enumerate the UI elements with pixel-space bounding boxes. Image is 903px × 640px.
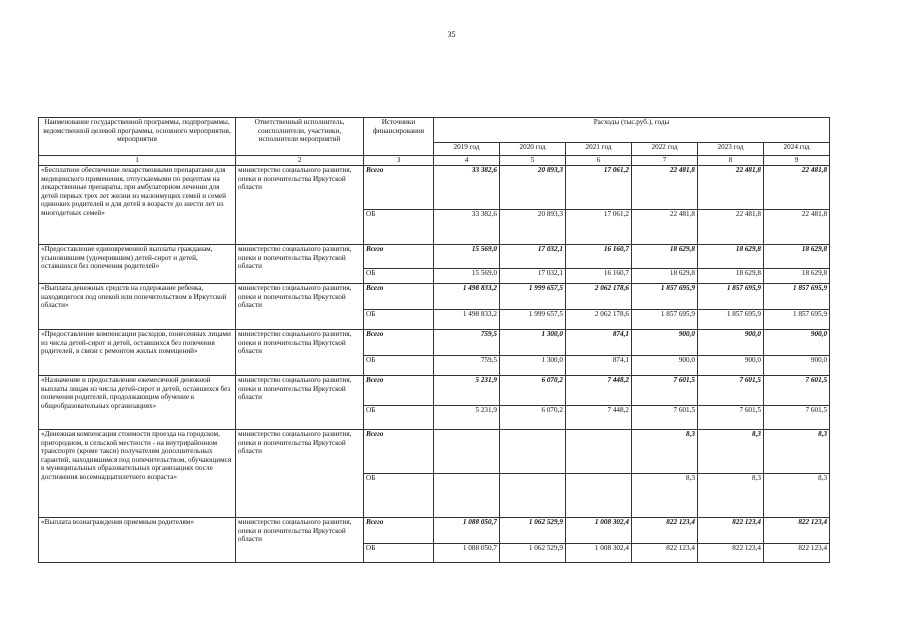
column-number: 6 <box>566 156 632 166</box>
amount-ob-cell: 900,0 <box>698 356 764 376</box>
header-year: 2021 год <box>566 143 632 156</box>
amount-ob-cell: 1 088 050,7 <box>434 544 500 563</box>
amount-total-cell: 1 008 302,4 <box>566 518 632 544</box>
source-total-label: Всего <box>364 284 434 310</box>
amount-total-cell: 5 231,9 <box>434 376 500 406</box>
amount-total-cell: 900,0 <box>764 330 830 356</box>
amount-total-cell <box>566 430 632 474</box>
amount-ob-cell: 7 601,5 <box>698 406 764 430</box>
amount-ob-cell: 1 999 657,5 <box>500 310 566 330</box>
amount-ob-cell: 8,3 <box>698 474 764 518</box>
amount-total-cell: 1 498 833,2 <box>434 284 500 310</box>
program-name-cell: «Назначение и предоставление ежемесячной денежной выплаты лицам из числа детей-сирот и детей, оставшихся без попечения родителей, продолжающим обучение в общеобразовательных организациях» <box>39 376 236 430</box>
amount-total-cell: 874,1 <box>566 330 632 356</box>
amount-total-cell: 1 857 695,9 <box>698 284 764 310</box>
executor-cell: министерство социального развития, опеки и попечительства Иркутской области <box>236 245 364 284</box>
amount-total-cell: 900,0 <box>698 330 764 356</box>
amount-total-cell: 1 062 529,9 <box>500 518 566 544</box>
amount-total-cell: 18 629,8 <box>632 245 698 269</box>
amount-ob-cell: 8,3 <box>764 474 830 518</box>
amount-total-cell <box>434 430 500 474</box>
amount-ob-cell: 7 448,2 <box>566 406 632 430</box>
column-number-row <box>39 156 830 166</box>
amount-ob-cell: 1 062 529,9 <box>500 544 566 563</box>
amount-total-cell: 1 857 695,9 <box>764 284 830 310</box>
amount-total-cell: 17 061,2 <box>566 166 632 210</box>
header-executor: Ответственный исполнитель, соисполнители, участники, исполнители мероприятий <box>236 118 364 156</box>
amount-total-cell: 8,3 <box>632 430 698 474</box>
amount-ob-cell: 822 123,4 <box>764 544 830 563</box>
amount-ob-cell: 900,0 <box>632 356 698 376</box>
amount-ob-cell: 5 231,9 <box>434 406 500 430</box>
table-row <box>39 430 830 474</box>
column-number: 9 <box>764 156 830 166</box>
executor-cell: министерство социального развития, опеки и попечительства Иркутской области <box>236 284 364 330</box>
amount-ob-cell: 18 629,8 <box>764 269 830 284</box>
header-year: 2020 год <box>500 143 566 156</box>
source-total-label: Всего <box>364 245 434 269</box>
column-number: 8 <box>698 156 764 166</box>
header-year: 2023 год <box>698 143 764 156</box>
table-row <box>39 330 830 356</box>
amount-ob-cell: 1 857 695,9 <box>698 310 764 330</box>
table-row <box>39 166 830 210</box>
column-number: 2 <box>236 156 364 166</box>
amount-total-cell: 7 601,5 <box>698 376 764 406</box>
amount-ob-cell: 18 629,8 <box>632 269 698 284</box>
amount-total-cell: 6 070,2 <box>500 376 566 406</box>
column-number: 7 <box>632 156 698 166</box>
amount-ob-cell: 17 061,2 <box>566 210 632 245</box>
amount-ob-cell: 1 008 302,4 <box>566 544 632 563</box>
amount-total-cell: 7 601,5 <box>764 376 830 406</box>
amount-ob-cell: 874,1 <box>566 356 632 376</box>
amount-ob-cell: 15 569,0 <box>434 269 500 284</box>
source-ob-label: ОБ <box>364 310 434 330</box>
table-row <box>39 376 830 406</box>
amount-total-cell: 8,3 <box>764 430 830 474</box>
amount-total-cell: 8,3 <box>698 430 764 474</box>
column-number: 4 <box>434 156 500 166</box>
source-ob-label: ОБ <box>364 356 434 376</box>
amount-ob-cell <box>500 474 566 518</box>
source-total-label: Всего <box>364 518 434 544</box>
amount-ob-cell: 7 601,5 <box>764 406 830 430</box>
amount-total-cell: 900,0 <box>632 330 698 356</box>
amount-total-cell: 20 893,3 <box>500 166 566 210</box>
amount-total-cell: 1 857 695,9 <box>632 284 698 310</box>
amount-total-cell: 15 569,0 <box>434 245 500 269</box>
program-name-cell: «Бесплатное обеспечение лекарственными препаратами для медицинского применения, отпускаемыми по рецептам на лекарственные препараты, при амбулаторном лечении для детей первых трех лет жизни из малоимущих семей и семей одиноких родителей и для детей в возрасте до шести лет из многодетных семей» <box>39 166 236 245</box>
amount-ob-cell: 18 629,8 <box>698 269 764 284</box>
amount-total-cell: 759,5 <box>434 330 500 356</box>
amount-total-cell: 18 629,8 <box>764 245 830 269</box>
amount-ob-cell: 6 070,2 <box>500 406 566 430</box>
amount-ob-cell <box>434 474 500 518</box>
amount-ob-cell: 1 498 833,2 <box>434 310 500 330</box>
executor-cell: министерство социального развития, опеки и попечительства Иркутской области <box>236 518 364 563</box>
page-number: 35 <box>447 30 456 39</box>
header-program-name: Наименование государственной программы, подпрограммы, ведомственной целевой программы, основного мероприятия, мероприятия <box>39 118 236 156</box>
source-total-label: Всего <box>364 430 434 474</box>
amount-ob-cell: 22 481,8 <box>698 210 764 245</box>
amount-ob-cell: 33 382,6 <box>434 210 500 245</box>
source-total-label: Всего <box>364 166 434 210</box>
table-row <box>39 245 830 269</box>
amount-total-cell: 22 481,8 <box>698 166 764 210</box>
amount-ob-cell: 20 893,3 <box>500 210 566 245</box>
program-name-cell: «Предоставление единовременной выплаты гражданам, усыновившим (удочерившим) детей-сирот и детей, оставшихся без попечения родителей» <box>39 245 236 284</box>
amount-ob-cell: 1 857 695,9 <box>632 310 698 330</box>
program-name-cell: «Денежная компенсация стоимости проезда на городском, пригородном, в сельской местности - на внутрирайонном транспорте (кроме такси) получателям дополнительных гарантий, находившимся под попечительством, обучающимся в муниципальных образовательных организациях после достижения восемнадцатилетнего возраста» <box>39 430 236 518</box>
amount-ob-cell <box>566 474 632 518</box>
program-name-cell: «Выплата вознаграждения приемным родителям» <box>39 518 236 563</box>
amount-total-cell: 18 629,8 <box>698 245 764 269</box>
amount-ob-cell: 16 160,7 <box>566 269 632 284</box>
amount-total-cell: 1 999 657,5 <box>500 284 566 310</box>
amount-total-cell <box>500 430 566 474</box>
source-total-label: Всего <box>364 376 434 406</box>
source-ob-label: ОБ <box>364 406 434 430</box>
amount-total-cell: 822 123,4 <box>764 518 830 544</box>
amount-total-cell: 33 382,6 <box>434 166 500 210</box>
amount-total-cell: 22 481,8 <box>764 166 830 210</box>
amount-ob-cell: 759,5 <box>434 356 500 376</box>
amount-ob-cell: 17 032,1 <box>500 269 566 284</box>
source-ob-label: ОБ <box>364 269 434 284</box>
column-number: 3 <box>364 156 434 166</box>
amount-total-cell: 22 481,8 <box>632 166 698 210</box>
source-ob-label: ОБ <box>364 210 434 245</box>
amount-ob-cell: 1 300,0 <box>500 356 566 376</box>
column-number: 1 <box>39 156 236 166</box>
amount-ob-cell: 22 481,8 <box>764 210 830 245</box>
amount-ob-cell: 822 123,4 <box>698 544 764 563</box>
header-year: 2019 год <box>434 143 500 156</box>
executor-cell: министерство социального развития, опеки и попечительства Иркутской области <box>236 166 364 245</box>
source-ob-label: ОБ <box>364 474 434 518</box>
header-year: 2024 год <box>764 143 830 156</box>
amount-ob-cell: 1 857 695,9 <box>764 310 830 330</box>
table-row <box>39 518 830 544</box>
header-expenses: Расходы (тыс.руб.), годы <box>434 118 830 143</box>
amount-total-cell: 7 601,5 <box>632 376 698 406</box>
amount-ob-cell: 900,0 <box>764 356 830 376</box>
amount-ob-cell: 22 481,8 <box>632 210 698 245</box>
amount-ob-cell: 822 123,4 <box>632 544 698 563</box>
executor-cell: министерство социального развития, опеки и попечительства Иркутской области <box>236 376 364 430</box>
amount-ob-cell: 7 601,5 <box>632 406 698 430</box>
header-year: 2022 год <box>632 143 698 156</box>
source-total-label: Всего <box>364 330 434 356</box>
amount-total-cell: 17 032,1 <box>500 245 566 269</box>
column-number: 5 <box>500 156 566 166</box>
budget-table <box>38 117 830 563</box>
amount-total-cell: 822 123,4 <box>632 518 698 544</box>
source-ob-label: ОБ <box>364 544 434 563</box>
amount-total-cell: 16 160,7 <box>566 245 632 269</box>
amount-ob-cell: 8,3 <box>632 474 698 518</box>
program-name-cell: «Предоставление компенсации расходов, понесенных лицами из числа детей-сирот и детей, оставшихся без попечения родителей, в связи с ремонтом жилых помещений» <box>39 330 236 376</box>
amount-total-cell: 2 062 178,6 <box>566 284 632 310</box>
executor-cell: министерство социального развития, опеки и попечительства Иркутской области <box>236 430 364 518</box>
amount-total-cell: 822 123,4 <box>698 518 764 544</box>
amount-total-cell: 1 088 050,7 <box>434 518 500 544</box>
program-name-cell: «Выплата денежных средств на содержание ребенка, находящегося под опекой или попечительством в Иркутской области» <box>39 284 236 330</box>
executor-cell: министерство социального развития, опеки и попечительства Иркутской области <box>236 330 364 376</box>
table-row <box>39 284 830 310</box>
amount-total-cell: 7 448,2 <box>566 376 632 406</box>
amount-total-cell: 1 300,0 <box>500 330 566 356</box>
header-source: Источники финансирования <box>364 118 434 156</box>
amount-ob-cell: 2 062 178,6 <box>566 310 632 330</box>
